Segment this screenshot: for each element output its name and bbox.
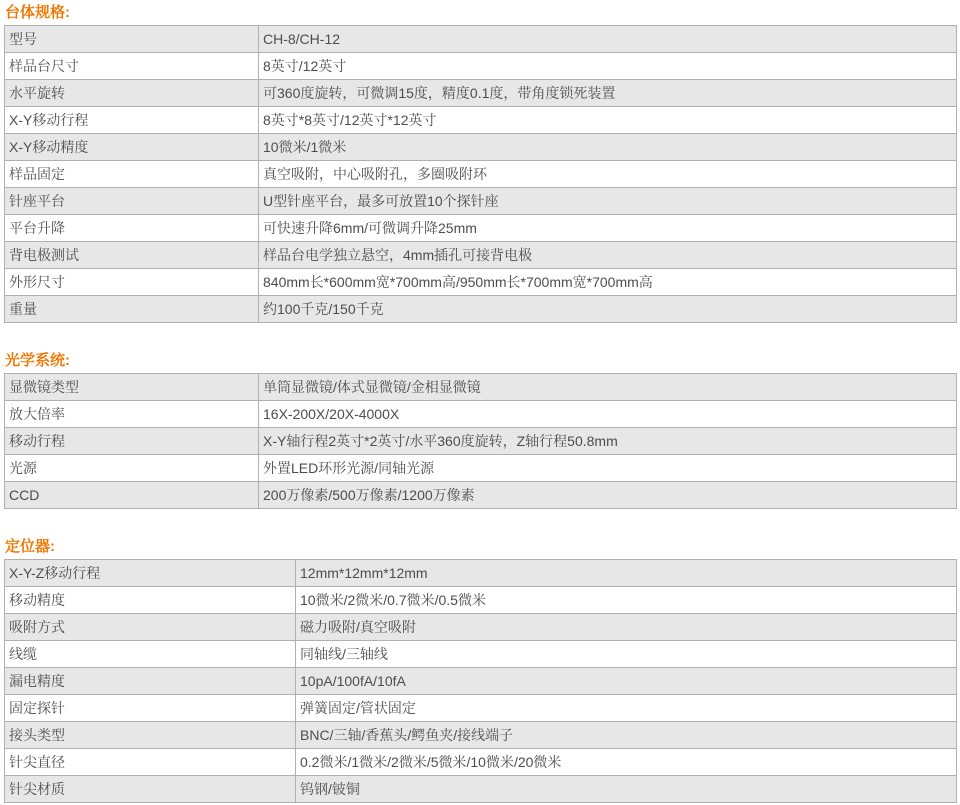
section-positioner — [4, 537, 957, 803]
spec-value: 磁力吸附/真空吸附 — [296, 614, 957, 641]
spec-value: 200万像素/500万像素/1200万像素 — [259, 482, 957, 509]
section-optical-system — [4, 351, 957, 509]
spec-row — [5, 26, 957, 53]
spec-value: 0.2微米/1微米/2微米/5微米/10微米/20微米 — [296, 749, 957, 776]
spec-value: 钨钢/铍铜 — [296, 776, 957, 803]
spec-row — [5, 107, 957, 134]
spec-row — [5, 80, 957, 107]
spec-label: 针尖材质 — [5, 776, 296, 803]
section-title-optical-system: 光学系统: — [5, 352, 70, 369]
spec-value: 外置LED环形光源/同轴光源 — [259, 455, 957, 482]
spec-value: 样品台电学独立悬空，4mm插孔可接背电极 — [259, 242, 957, 269]
spec-label: 接头类型 — [5, 722, 296, 749]
spec-table-platform-specs — [4, 25, 957, 323]
spec-row — [5, 749, 957, 776]
spec-label: 样品台尺寸 — [5, 53, 259, 80]
spec-value: 10pA/100fA/10fA — [296, 668, 957, 695]
spec-row — [5, 401, 957, 428]
spec-value: 8英寸*8英寸/12英寸*12英寸 — [259, 107, 957, 134]
spec-row — [5, 374, 957, 401]
spec-label: X-Y-Z移动行程 — [5, 560, 296, 587]
spec-value: 约100千克/150千克 — [259, 296, 957, 323]
spec-value: CH-8/CH-12 — [259, 26, 957, 53]
spec-row — [5, 695, 957, 722]
spec-row — [5, 161, 957, 188]
spec-label: 重量 — [5, 296, 259, 323]
spec-value: 12mm*12mm*12mm — [296, 560, 957, 587]
spec-row — [5, 215, 957, 242]
spec-row — [5, 269, 957, 296]
spec-row — [5, 587, 957, 614]
spec-row — [5, 641, 957, 668]
spec-label: 针座平台 — [5, 188, 259, 215]
spec-value: 10微米/2微米/0.7微米/0.5微米 — [296, 587, 957, 614]
spec-value: 840mm长*600mm宽*700mm高/950mm长*700mm宽*700mm高 — [259, 269, 957, 296]
spec-label: 外形尺寸 — [5, 269, 259, 296]
spec-label: CCD — [5, 482, 259, 509]
spec-row — [5, 296, 957, 323]
spec-row — [5, 776, 957, 803]
spec-label: 移动行程 — [5, 428, 259, 455]
spec-row — [5, 614, 957, 641]
spec-row — [5, 53, 957, 80]
spec-label: 放大倍率 — [5, 401, 259, 428]
spec-label: X-Y移动精度 — [5, 134, 259, 161]
spec-value: BNC/三轴/香蕉头/鳄鱼夹/接线端子 — [296, 722, 957, 749]
spec-value: 真空吸附，中心吸附孔，多圈吸附环 — [259, 161, 957, 188]
section-platform-specs — [4, 3, 957, 323]
spec-row — [5, 242, 957, 269]
spec-label: 光源 — [5, 455, 259, 482]
spec-row — [5, 668, 957, 695]
spec-value: X-Y轴行程2英寸*2英寸/水平360度旋转，Z轴行程50.8mm — [259, 428, 957, 455]
spec-label: 水平旋转 — [5, 80, 259, 107]
spec-value: 8英寸/12英寸 — [259, 53, 957, 80]
spec-label: 漏电精度 — [5, 668, 296, 695]
spec-label: 样品固定 — [5, 161, 259, 188]
spec-label: 背电极测试 — [5, 242, 259, 269]
spec-row — [5, 455, 957, 482]
spec-value: 10微米/1微米 — [259, 134, 957, 161]
spec-row — [5, 428, 957, 455]
spec-label: X-Y移动行程 — [5, 107, 259, 134]
spec-label: 线缆 — [5, 641, 296, 668]
spec-label: 吸附方式 — [5, 614, 296, 641]
spec-label: 固定探针 — [5, 695, 296, 722]
spec-value: 可快速升降6mm/可微调升降25mm — [259, 215, 957, 242]
spec-row — [5, 188, 957, 215]
spec-value: 单筒显微镜/体式显微镜/金相显微镜 — [259, 374, 957, 401]
spec-value: U型针座平台，最多可放置10个探针座 — [259, 188, 957, 215]
spec-value: 弹簧固定/管状固定 — [296, 695, 957, 722]
spec-table-optical-system — [4, 373, 957, 509]
spec-label: 显微镜类型 — [5, 374, 259, 401]
spec-value: 可360度旋转，可微调15度，精度0.1度，带角度锁死装置 — [259, 80, 957, 107]
spec-label: 移动精度 — [5, 587, 296, 614]
spec-label: 型号 — [5, 26, 259, 53]
spec-value: 16X-200X/20X-4000X — [259, 401, 957, 428]
section-title-platform-specs: 台体规格: — [5, 4, 70, 21]
spec-label: 针尖直径 — [5, 749, 296, 776]
spec-table-positioner — [4, 559, 957, 803]
spec-row — [5, 560, 957, 587]
spec-row — [5, 722, 957, 749]
section-title-positioner: 定位器: — [5, 538, 55, 555]
spec-value: 同轴线/三轴线 — [296, 641, 957, 668]
spec-label: 平台升降 — [5, 215, 259, 242]
spec-row — [5, 134, 957, 161]
spec-row — [5, 482, 957, 509]
